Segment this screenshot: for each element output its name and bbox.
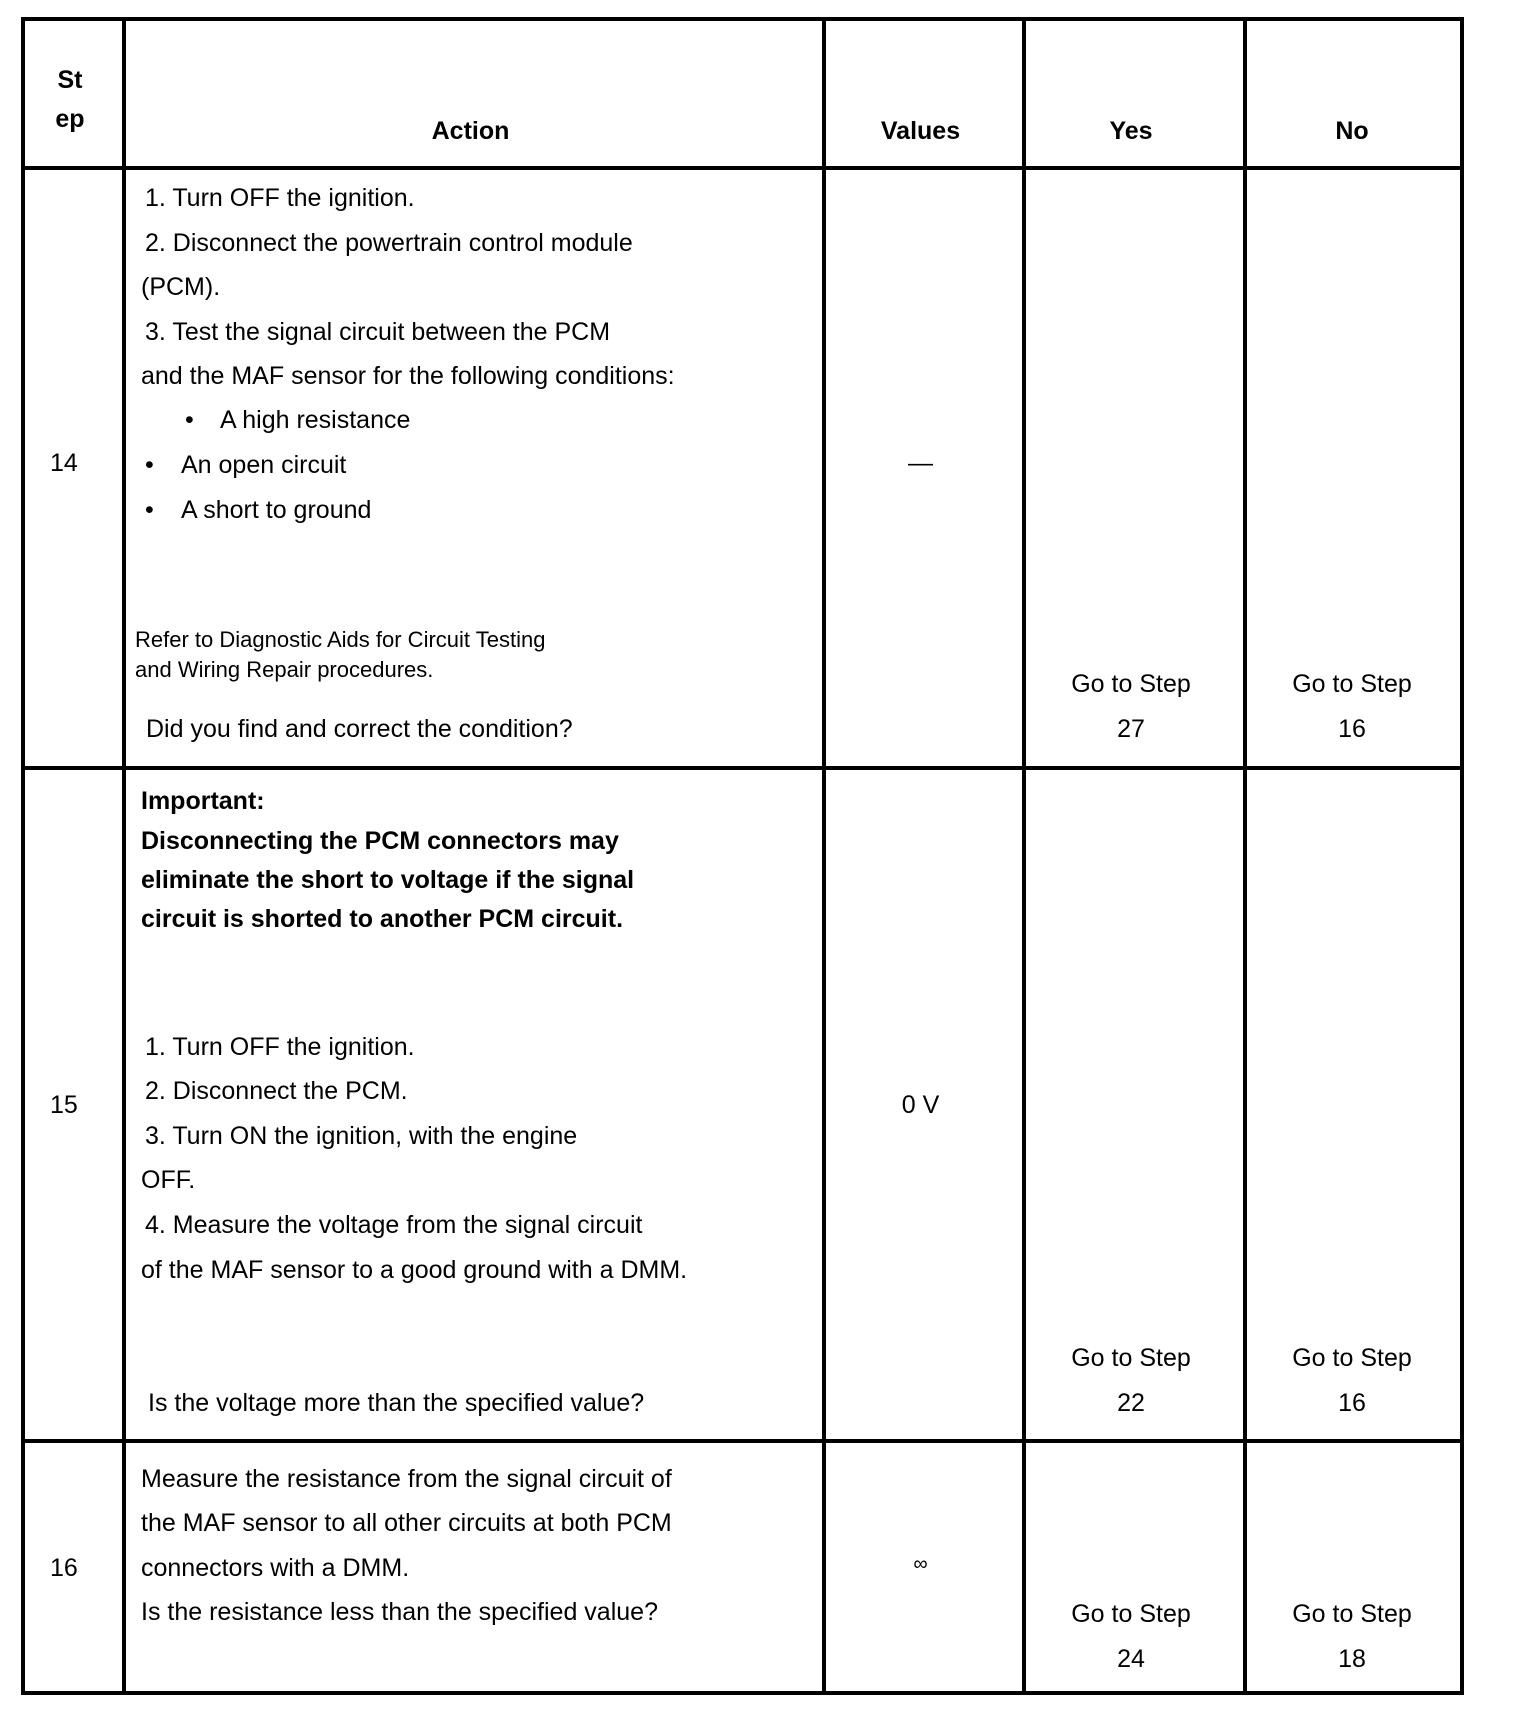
bullet-item: An open circuit	[181, 451, 347, 479]
row-divider	[25, 1439, 1460, 1443]
action-line: Is the resistance less than the specified value?	[141, 1598, 658, 1626]
action-line: Measure the resistance from the signal circuit of	[141, 1465, 672, 1493]
action-line: 4. Measure the voltage from the signal circuit	[145, 1211, 643, 1239]
value: 0 V	[901, 1091, 940, 1119]
note-line: Refer to Diagnostic Aids for Circuit Testing	[135, 627, 546, 652]
header-action: Action	[431, 117, 510, 145]
action-line: 1. Turn OFF the ignition.	[145, 184, 415, 212]
step-number: 15	[50, 1091, 78, 1119]
action-line: and the MAF sensor for the following conditions:	[141, 362, 675, 390]
action-line: 2. Disconnect the powertrain control module	[145, 229, 633, 257]
important-label: Important:	[141, 787, 265, 815]
action-line: 2. Disconnect the PCM.	[145, 1077, 408, 1105]
yes-step: 27	[1117, 715, 1145, 743]
row-divider	[25, 766, 1460, 770]
no-goto: Go to Step	[1292, 1344, 1412, 1372]
action-line: 3. Turn ON the ignition, with the engine	[145, 1122, 578, 1150]
important-text: eliminate the short to voltage if the signal	[141, 866, 635, 894]
no-step: 18	[1338, 1645, 1366, 1673]
action-question: Is the voltage more than the specified value?	[148, 1389, 645, 1417]
action-line: OFF.	[141, 1166, 196, 1194]
action-line: the MAF sensor to all other circuits at both PCM	[141, 1509, 672, 1537]
action-line: 3. Test the signal circuit between the PCM	[145, 318, 611, 346]
step-number: 16	[50, 1554, 78, 1582]
bullet-item: A high resistance	[220, 406, 411, 434]
no-step: 16	[1338, 715, 1366, 743]
bullet-item: A short to ground	[181, 496, 372, 524]
yes-goto: Go to Step	[1071, 1600, 1191, 1628]
action-line: connectors with a DMM.	[141, 1554, 410, 1582]
no-step: 16	[1338, 1389, 1366, 1417]
value: ∞	[913, 1553, 928, 1575]
value: —	[908, 449, 933, 477]
yes-step: 24	[1117, 1645, 1145, 1673]
note-line: and Wiring Repair procedures.	[135, 657, 434, 682]
action-line: 1. Turn OFF the ignition.	[145, 1033, 415, 1061]
yes-goto: Go to Step	[1071, 1344, 1191, 1372]
bullet-icon: •	[145, 451, 154, 479]
action-question: Did you find and correct the condition?	[146, 715, 573, 743]
no-goto: Go to Step	[1292, 1600, 1412, 1628]
header-step-line-1: St	[57, 66, 83, 94]
step-number: 14	[50, 449, 78, 477]
action-line: of the MAF sensor to a good ground with a DMM.	[141, 1256, 688, 1284]
yes-goto: Go to Step	[1071, 670, 1191, 698]
action-line: (PCM).	[141, 273, 221, 301]
important-text: Disconnecting the PCM connectors may	[141, 827, 619, 855]
yes-step: 22	[1117, 1389, 1145, 1417]
header-values: Values	[880, 117, 961, 145]
important-text: circuit is shorted to another PCM circuit.	[141, 905, 624, 933]
bullet-icon: •	[145, 496, 154, 524]
no-goto: Go to Step	[1292, 670, 1412, 698]
header-no: No	[1335, 117, 1369, 145]
row-divider	[25, 166, 1460, 170]
header-step-line-2: ep	[55, 105, 85, 133]
header-yes: Yes	[1109, 117, 1153, 145]
bullet-icon: •	[185, 406, 194, 434]
